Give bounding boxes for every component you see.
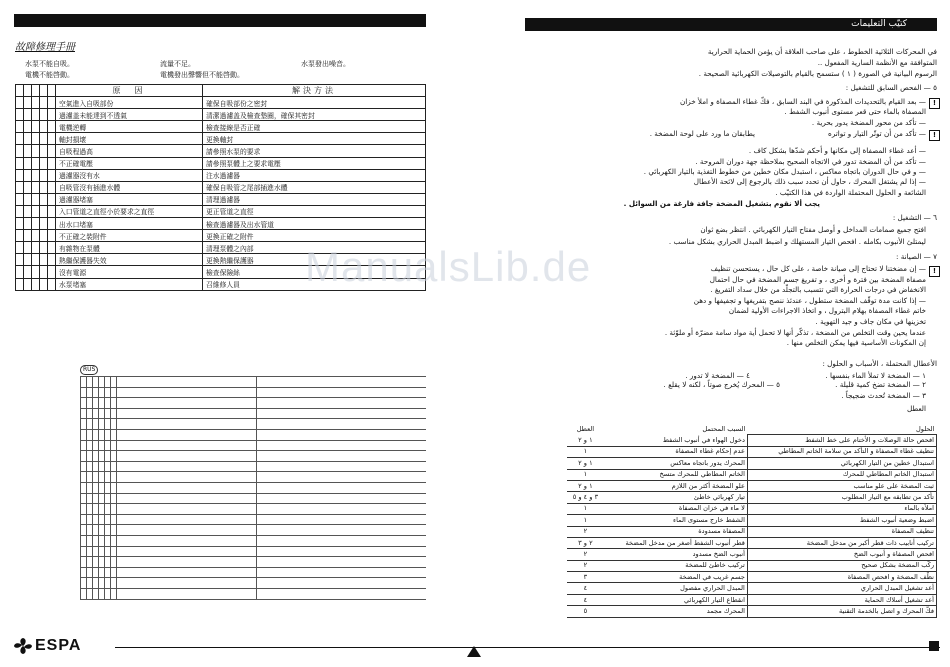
solution-cell: ركّب المضخة بشكل صحيح [747, 560, 936, 571]
check-line: — بعد القيام بالتحديدات المذكورة في البند السابق ، فكّ غطاء المصفاة و املأ خزان [679, 97, 926, 106]
symptom-marker-cell [40, 218, 48, 230]
grid-line [80, 408, 426, 409]
cause-cell: 出水口堵塞 [56, 218, 203, 230]
cause-cell: 不正確之裝附件 [56, 230, 203, 242]
grid-column-line [104, 376, 105, 599]
solution-cell: 請參照泵體上之要求電壓 [203, 157, 426, 169]
intro-line: في المحركات الثلاثية الخطوط ، على صاحب العلاقة أن يؤمن الحماية الحرارية [707, 47, 937, 56]
solution-cell: تركيب أنابيب ذات قطر أكبر من مدخل المضخة [747, 537, 936, 548]
espa-brand: ESPA [35, 637, 82, 654]
table-row [567, 560, 937, 571]
fault-header: العطل [576, 424, 595, 433]
blank-lined-grid [80, 376, 426, 599]
num-cell: ٢ [567, 560, 604, 571]
solution-cell: 召維修人員 [203, 278, 426, 290]
symptom-marker-cell [40, 193, 48, 205]
grid-column-line [98, 376, 99, 599]
num-cell: ٤ [567, 594, 604, 605]
cause-cell: 熱繼保護器失效 [56, 254, 203, 266]
symptom-marker-cell [16, 145, 24, 157]
symptom-marker-cell [16, 254, 24, 266]
symptom-marker-cell [32, 242, 40, 254]
cause-cell: أنبوب الضخ مسدود [604, 549, 748, 560]
symptom-marker-cell [32, 278, 40, 290]
cause-cell: 軸封損壞 [56, 133, 203, 145]
intro-line: الرسوم البيانية في الصورة ( ١ ) ستسمح بالقيام بالتوصيلات الكهربائية الصحيحة . [698, 69, 937, 78]
cause-cell: 自吸程過高 [56, 145, 203, 157]
solution-cell: استبدال خطين من التيار الكهربائي [747, 458, 936, 469]
symptom-marker-cell [48, 121, 56, 133]
cause-cell: انقطاع التيار الكهربائي [604, 594, 748, 605]
table-row [567, 503, 937, 514]
grid-line [80, 418, 426, 419]
grid-line [80, 588, 426, 589]
grid-line [80, 387, 426, 388]
symptom-marker-cell [32, 133, 40, 145]
symptom-marker-cell [16, 193, 24, 205]
symptom-marker-cell [16, 242, 24, 254]
cause-cell: تيار كهربائي خاطئ [604, 492, 748, 503]
maintenance-line: الانخفاض في درجات الحرارة التي تتسبب بالتجلّد من خلال سداد التفريغ . [710, 285, 926, 295]
symptom-marker-cell [16, 181, 24, 193]
cause-cell: 過濾盖未能達到不透氣 [56, 109, 203, 121]
check-line: — و في حال الدوران باتجاه معاكس ، استبدل مكان خطين من خطوط التغذية بالتيار الكهربائي . [643, 167, 926, 176]
symptom-marker-cell [32, 169, 40, 181]
cause-cell: 沒有電源 [56, 266, 203, 278]
symptom-marker-cell [24, 157, 32, 169]
num-cell: ٢ [567, 526, 604, 537]
cause-cell: الشفط خارج مستوى الماء [604, 515, 748, 526]
symptom-marker-cell [40, 121, 48, 133]
symptom-marker-cell [24, 266, 32, 278]
espa-logo-icon [13, 637, 33, 655]
cause-cell: تركيب خاطئ للمضخة [604, 560, 748, 571]
maintenance-line: مصفاة المضخة بين فترة و أخرى ، و تفريغ جسم المضخة في حال احتمال [709, 274, 926, 284]
grid-line [80, 461, 426, 462]
table-row [16, 157, 426, 169]
symptom-marker-cell [32, 205, 40, 217]
solution-cell: 注水過濾器 [203, 169, 426, 181]
solution-cell: 更換熱繼保護器 [203, 254, 426, 266]
symptom-marker-cell [40, 97, 48, 109]
symptom-marker-cell [24, 181, 32, 193]
symptom-marker-cell [24, 193, 32, 205]
symptom-marker-cell [32, 193, 40, 205]
instructions-title: كتيّب التعليمات [851, 19, 907, 29]
symptom-marker-cell [24, 218, 32, 230]
check-line: — أعد غطاء المصفاة إلى مكانها و أحكم شدّها بشكل كاف . [748, 146, 926, 155]
num-cell: ٣ [567, 572, 604, 583]
table-row [567, 469, 937, 480]
grid-line [80, 514, 426, 515]
cause-cell: 自吸管沒有插進水體 [56, 181, 203, 193]
table-row [567, 549, 937, 560]
grid-line [80, 546, 426, 547]
fault-type-line: ١ — المضخة لا تملأ الماء بنفسها . [825, 371, 926, 380]
symptom-marker-cell [40, 157, 48, 169]
solution-cell: أعد تشغيل أسلاك الحماية [747, 594, 936, 605]
symptom-marker-cell [24, 278, 32, 290]
solution-cell: 更正管道之直徑 [203, 205, 426, 217]
table-header-row [16, 85, 426, 97]
cause-cell: لا ماء في خزان المصفاة [604, 503, 748, 514]
solution-cell: 清理過濾器 [203, 193, 426, 205]
fault-type-line: ٥ — المحرك يُخرج صوتاً ، لكنه لا يقلع . [663, 380, 780, 389]
cause-cell: المحرك يدور باتجاه معاكس [604, 458, 748, 469]
cause-cell: جسم غريب في المضخة [604, 572, 748, 583]
symptom-marker-cell [16, 109, 24, 121]
table-row [567, 458, 937, 469]
solution-cell: 確保自吸管之尾部插進水體 [203, 181, 426, 193]
left-header-bar [14, 14, 426, 27]
maintenance-line: عندما يحين وقت التخلص من المضخة ، تذكّر أنها لا تحمل أية مواد سامة مضرّة أو ملوّثة . [664, 327, 926, 337]
start-line: ليمتلئ الأنبوب بكامله . افحص التيار المستهلك و اضبط المبدل الحراري بشكل مناسب . [668, 237, 926, 246]
check-line: — تأكد من أن توتّر التيار و تواتره [828, 129, 926, 138]
num-cell: ١ [567, 515, 604, 526]
solution-cell: تنظيف غطاء المصفاة و التأكد من سلامة الخاتم المطاطي [747, 446, 936, 457]
solution-cell: افحص المصفاة و أنبوب الضخ [747, 549, 936, 560]
symptom-marker-cell [48, 218, 56, 230]
right-header-bar [525, 18, 937, 31]
grid-line [80, 535, 426, 536]
symptom-marker-cell [32, 230, 40, 242]
maintenance-line: تخزينها في مكان جاف و جيد التهوية . [815, 317, 926, 326]
check-warning: يجب ألا نقوم بتشغيل المضخة جافة فارغة من السوائل . [623, 199, 820, 208]
symptom-marker-cell [24, 145, 32, 157]
cause-cell: 入口管道之直徑小於要求之直徑 [56, 205, 203, 217]
symptom-marker-cell [48, 169, 56, 181]
solution-cell: استبدال الخاتم المطاطي للمحرك [747, 469, 936, 480]
symptom-marker-cell [16, 169, 24, 181]
symptom-marker-cell [48, 145, 56, 157]
cause-cell: 電機逆轉 [56, 121, 203, 133]
symptom-marker-cell [32, 181, 40, 193]
table-row [16, 218, 426, 230]
table-row [567, 492, 937, 503]
table-row [567, 572, 937, 583]
grid-line [80, 503, 426, 504]
symptom-marker-cell [32, 121, 40, 133]
solution-header: 解決方法 [203, 85, 426, 97]
symptom-marker-cell [16, 121, 24, 133]
symptom-marker-cell [48, 266, 56, 278]
num-cell: ٢ و ٣ [567, 537, 604, 548]
symptom-marker-cell [24, 133, 32, 145]
table-row [567, 480, 937, 491]
solution-cell: املأه بالماء [747, 503, 936, 514]
grid-line [80, 493, 426, 494]
start-line: افتح جميع صمامات المداخل و أوصل مفتاح التيار الكهربائي . انتظر بضع ثوان [700, 225, 926, 234]
grid-line [80, 524, 426, 525]
table-row [16, 145, 426, 157]
left-footer-line [115, 647, 475, 648]
symptom-marker-cell [16, 278, 24, 290]
maintenance-line: إن المكونات الأساسية فيها يمكن التخلص منها . [786, 338, 926, 348]
grid-column-line [256, 376, 257, 599]
check-line: يطابقان ما ورد على لوحة المضخة . [649, 129, 755, 138]
table-row [16, 121, 426, 133]
num-cell: ١ [567, 446, 604, 457]
warning-icon: ! [929, 266, 940, 277]
symptom-marker-cell [48, 278, 56, 290]
symptom-marker-cell [16, 230, 24, 242]
cause-cell: المبدل الحراري مفصول [604, 583, 748, 594]
symptom-marker-cell [48, 205, 56, 217]
cause-cell: 不正確電壓 [56, 157, 203, 169]
grid-line [80, 556, 426, 557]
solution-cell: 請參照水泵的要求 [203, 145, 426, 157]
cause-cell: 過濾器沒有水 [56, 169, 203, 181]
symptom-marker-cell [48, 254, 56, 266]
solution-cell: 清潔過濾盖及檢查墊圈，確保其密封 [203, 109, 426, 121]
symptom-marker-cell [40, 242, 48, 254]
cause-cell: علو المضخة أكثر من اللازم [604, 480, 748, 491]
num-cell: ٣ و ٤ و ٥ [567, 492, 604, 503]
fault-type-line: ٤ — المضخة لا تدور . [685, 371, 750, 380]
rus-label: RUS [80, 365, 98, 375]
symptom-marker-cell [32, 266, 40, 278]
cause-cell: قطر أنبوب الشفط أصغر من مدخل المضخة [604, 537, 748, 548]
num-cell: ١ و ٢ [567, 435, 604, 446]
check-line: الشائعة و الحلول المحتملة الواردة في هذا الكتيّب . [775, 188, 926, 197]
symptom-marker-cell [16, 218, 24, 230]
symptom-marker-cell [16, 133, 24, 145]
symptom-marker-cell [32, 218, 40, 230]
solution-cell: 檢查保險絲 [203, 266, 426, 278]
cause-cell: المحرك مجمد [604, 606, 748, 617]
cause-cell: 水泵堵塞 [56, 278, 203, 290]
cause-header: السبب المحتمل [702, 424, 746, 433]
solution-cell: ثبت المضخة على علو مناسب [747, 480, 936, 491]
footer-square-icon [929, 641, 939, 651]
symptom-marker-cell [24, 169, 32, 181]
solution-cell: 檢查過濾器及出水管道 [203, 218, 426, 230]
num-cell: ١ و ٢ [567, 480, 604, 491]
faults-table [567, 424, 937, 618]
symptom-marker-cell [40, 230, 48, 242]
num-cell: ١ و ٢ [567, 458, 604, 469]
intro-line: المتوافقة مع الأنظمة السارية المفعول .. [817, 58, 937, 67]
solution-cell: 確保自吸部份之密封 [203, 97, 426, 109]
cause-cell: دخول الهواء في أنبوب الشفط [604, 435, 748, 446]
symptom-marker-cell [48, 230, 56, 242]
solution-cell: تأكد من تطابقه مع التيار المطلوب [747, 492, 936, 503]
symptom-marker-cell [48, 193, 56, 205]
table-row [16, 133, 426, 145]
fault-type-line: ٢ — المضخة تضخ كمية قليلة . [835, 380, 926, 389]
table-row [16, 205, 426, 217]
symptom-marker-cell [48, 157, 56, 169]
symptom-marker-cell [40, 145, 48, 157]
symptom-marker-cell [32, 97, 40, 109]
symptom-3: 流量不足。 [160, 60, 195, 68]
num-cell: ٤ [567, 583, 604, 594]
grid-column-line [80, 376, 81, 599]
symptom-marker-cell [40, 169, 48, 181]
symptom-marker-cell [40, 181, 48, 193]
grid-line [80, 429, 426, 430]
check-line: — إذا لم يشتغل المحرك ، حاول أن تحدد سبب ذلك بالرجوع إلى لائحة الأعطال [693, 177, 926, 186]
symptom-marker-cell [16, 205, 24, 217]
symptom-marker-cell [24, 230, 32, 242]
solution-cell: افحص حالة الوصلات و الأختام على خط الشفط [747, 435, 936, 446]
solution-cell: اضبط وضعية أنبوب الشفط [747, 515, 936, 526]
symptom-marker-cell [16, 266, 24, 278]
grid-line [80, 599, 426, 600]
symptom-marker-cell [40, 133, 48, 145]
symptom-5: 水泵發出噪音。 [301, 60, 350, 68]
table-row [567, 435, 937, 446]
warning-icon: ! [929, 130, 940, 141]
solution-cell: نظّف المضخة و افحص المصفاة [747, 572, 936, 583]
check-line: المصفاة بالماء حتى قعر مستوى أنبوب الشفط . [784, 107, 926, 116]
grid-line [80, 440, 426, 441]
symptom-marker-cell [40, 205, 48, 217]
maintenance-heading: ٧ — الصيانة : [896, 252, 937, 261]
table-row [567, 583, 937, 594]
warning-icon: ! [929, 98, 940, 109]
solution-cell: تنظيف المصفاة [747, 526, 936, 537]
solution-cell: 更換軸封 [203, 133, 426, 145]
symptom-marker-cell [24, 254, 32, 266]
grid-line [80, 482, 426, 483]
num-cell: ٢ [567, 549, 604, 560]
faults-heading: الأعطال المحتملة ، الأسباب و الحلول : [822, 359, 937, 368]
symptom-marker-cell [32, 145, 40, 157]
num-cell: ١ [567, 469, 604, 480]
table-row [16, 230, 426, 242]
symptom-marker-cell [32, 109, 40, 121]
grid-line [80, 577, 426, 578]
table-row [16, 97, 426, 109]
table-row [16, 169, 426, 181]
cause-header: 原 因 [56, 85, 203, 97]
maintenance-line: — إن مضختنا لا تحتاج إلى صيانة خاصة ، على كل حال ، يستحسن تنظيف [710, 264, 926, 273]
grid-line [80, 376, 426, 377]
start-heading: ٦ — التشغيل : [892, 213, 937, 222]
num-cell: ٥ [567, 606, 604, 617]
grid-line [80, 471, 426, 472]
symptom-marker-cell [24, 97, 32, 109]
symptom-marker-cell [24, 205, 32, 217]
symptom-marker-cell [16, 157, 24, 169]
symptom-marker-cell [32, 254, 40, 266]
grid-line [80, 397, 426, 398]
table-row [16, 109, 426, 121]
fault-column-title: العطل [907, 404, 926, 413]
symptom-marker-cell [40, 254, 48, 266]
table-row [16, 181, 426, 193]
symptom-marker-cell [24, 109, 32, 121]
symptom-marker-cell [40, 109, 48, 121]
solution-cell: 清理泵體之內部 [203, 242, 426, 254]
cause-cell: عدم إحكام غطاء المصفاة [604, 446, 748, 457]
solution-cell: 更換正確之附件 [203, 230, 426, 242]
table-row [567, 515, 937, 526]
grid-column-line [110, 376, 111, 599]
cause-cell: 有雜物在泵體 [56, 242, 203, 254]
table-row [567, 446, 937, 457]
cause-cell: 過濾器堵塞 [56, 193, 203, 205]
symptom-1: 水泵不能自吸。 [25, 60, 74, 68]
maintenance-line: — إذا كانت مدة توقّف المضخة ستطول ، عندئذ ننصح بتفريغها و تجفيفها و دهن [693, 295, 926, 305]
symptom-marker-cell [48, 133, 56, 145]
grid-column-line [92, 376, 93, 599]
symptom-marker-cell [24, 121, 32, 133]
table-row [567, 526, 937, 537]
solution-cell: 檢查接線是否正確 [203, 121, 426, 133]
grid-column-line [86, 376, 87, 599]
check-heading: ٥ — الفحص السابق للتشغيل : [845, 83, 937, 92]
grid-line [80, 567, 426, 568]
symptom-marker-cell [40, 266, 48, 278]
cause-cell: الخاتم المطاطي للمحرك متسخ [604, 469, 748, 480]
grid-line [80, 450, 426, 451]
symptom-4: 電機發出聲響但不能啓動。 [160, 71, 244, 79]
solution-cell: أعد تشغيل المبدل الحراري [747, 583, 936, 594]
symptom-marker-cell [48, 97, 56, 109]
table-row [567, 594, 937, 605]
symptom-marker-cell [24, 242, 32, 254]
cause-cell: 空氣進入自吸部份 [56, 97, 203, 109]
solution-cell: فكّ المحرك و اتصل بالخدمة التقنية [747, 606, 936, 617]
symptom-marker-cell [40, 278, 48, 290]
symptom-marker-cell [32, 157, 40, 169]
cause-cell: المصفاة مسدودة [604, 526, 748, 537]
num-cell: ١ [567, 503, 604, 514]
right-footer-line [475, 647, 940, 648]
maintenance-line: خاتم غطاء المصفاة بهلام البترول ، و اتخاذ الاجراءات الأولية لضمان [728, 306, 926, 316]
watermark: ManualsLib.de [305, 243, 592, 290]
symptom-marker-cell [16, 97, 24, 109]
fault-type-line: ٣ — المضخة تُحدث ضجيجاً . [841, 391, 926, 400]
grid-column-line [116, 376, 117, 599]
symptom-marker-cell [48, 242, 56, 254]
check-line: — تأكد من أن المضخة تدور في الاتجاه الصحيح بملاحظة جهة دوران المروحة . [695, 157, 926, 166]
solution-header: الحلول [916, 424, 935, 433]
symptom-marker-cell [48, 109, 56, 121]
table-row [16, 193, 426, 205]
symptom-2: 電機不能啓動。 [25, 71, 74, 79]
table-row [567, 606, 937, 617]
symptom-marker-cell [48, 181, 56, 193]
table-row [567, 537, 937, 548]
faults-table-header [567, 424, 937, 435]
troubleshooting-title: 故障修理手冊 [15, 42, 75, 53]
check-line: — تأكد من محور المضخة يدور بحرية . [811, 118, 926, 127]
